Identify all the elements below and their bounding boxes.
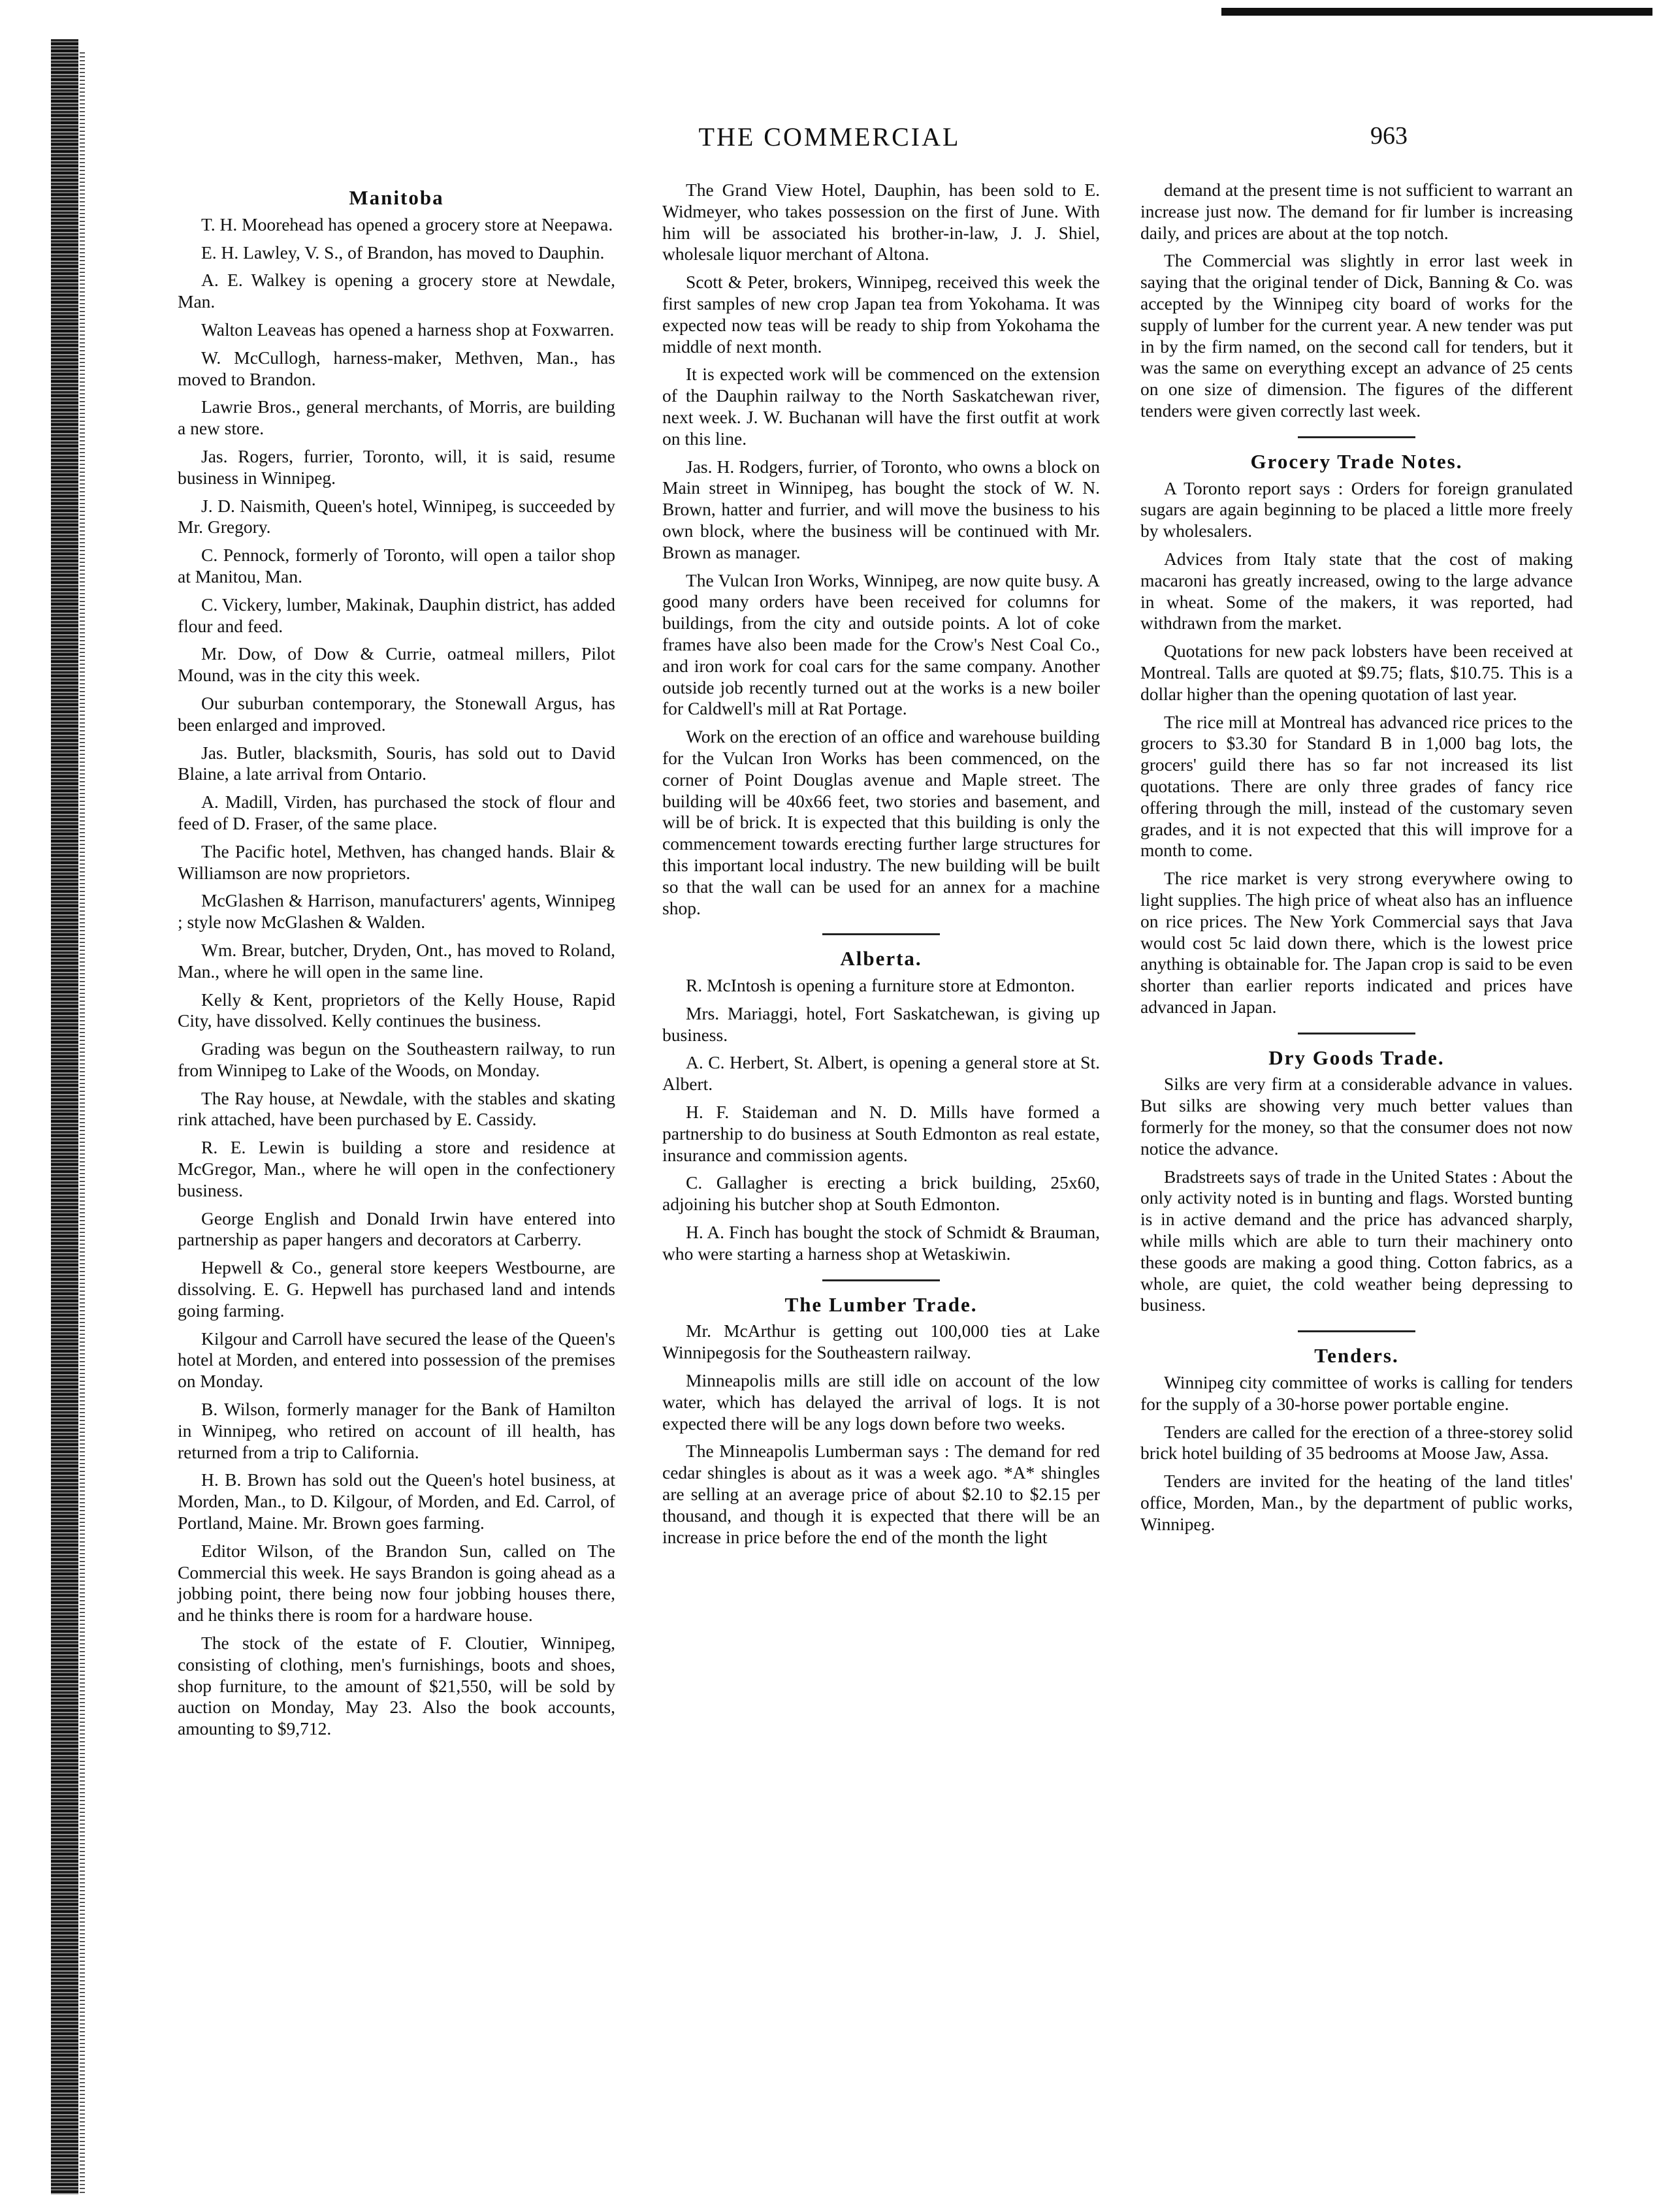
article-paragraph: Grading was begun on the Southeastern railway, to run from Winnipeg to Lake of the Woods, on Monday. [178,1038,615,1080]
article-paragraph: A. C. Herbert, St. Albert, is opening a general store at St. Albert. [662,1052,1100,1095]
article-paragraph: Minneapolis mills are still idle on account of the low water, which has delayed the arrival of logs. It is not expected there will be any logs down before two weeks. [662,1370,1100,1434]
section-heading-tenders: Tenders. [1314,1344,1399,1368]
manitoba-continued-paragraphs [662,180,1100,919]
section-heading-grocery: Grocery Trade Notes. [1250,449,1463,473]
article-paragraph: A. E. Walkey is opening a grocery store at Newdale, Man. [178,270,615,312]
article-paragraph: Quotations for new pack lobsters have been received at Montreal. Talls are quoted at $9.75; flats, $10.75. This is a dollar higher than the opening quotation of last year. [1140,641,1573,704]
article-paragraph: Jas. H. Rodgers, furrier, of Toronto, who owns a block on Main street in Winnipeg, has bought the stock of W. N. Brown, hatter and furrier, and will move the business to his own block, where the business will be continued with Mr. Brown as manager. [662,456,1100,562]
article-paragraph: Kilgour and Carroll have secured the lease of the Queen's hotel at Morden, and entered into possession of the premises on Monday. [178,1328,615,1392]
article-paragraph: Lawrie Bros., general merchants, of Morris, are building a new store. [178,396,615,439]
drygoods-paragraphs [1140,1074,1573,1316]
article-paragraph: T. H. Moorehead has opened a grocery store at Neepawa. [201,214,613,234]
article-paragraph: R. E. Lewin is building a store and residence at McGregor, Man., where he will open in the confectionery business. [178,1137,615,1200]
article-paragraph: The rice mill at Montreal has advanced rice prices to the grocers to $3.30 for Standard B in 1,000 bag lots, the grocers' guild there has so far not increased its list quotations. There are only three grades of fancy rice offering through the mill, instead of the customary seven grades, and it is not expected that this will improve for a month to come. [1140,711,1573,861]
page-header [0,121,1659,161]
article-paragraph: A Toronto report says : Orders for foreign granulated sugars are again beginning to be placed a little more freely by wholesalers. [1140,477,1573,541]
article-paragraph: The Minneapolis Lumberman says : The demand for red cedar shingles is about as it was a week ago. *A* shingles are selling at an average price of about $2.10 to $2.15 per thousand, and though it is expected that there will be an increase in price before the end of the month the light [662,1441,1100,1547]
column-3 [1140,180,1573,1542]
article-paragraph: Editor Wilson, of the Brandon Sun, called on The Commercial this week. He says Brandon is going ahead as a jobbing point, there being now four jobbing houses there, and he thinks there is room for a hardware house. [178,1540,615,1626]
column-2 [662,180,1100,1554]
lumber-paragraphs [662,1321,1100,1548]
article-paragraph: C. Gallagher is erecting a brick building, 25x60, adjoining his butcher shop at South Edmonton. [662,1172,1100,1215]
section-divider [822,933,940,935]
article-paragraph: A. Madill, Virden, has purchased the stock of flour and feed of D. Fraser, of the same place. [178,792,615,833]
section-heading-lumber: The Lumber Trade. [784,1292,978,1316]
article-paragraph: McGlashen & Harrison, manufacturers' agents, Winnipeg ; style now McGlashen & Walden. [178,890,615,933]
article-paragraph: Bradstreets says of trade in the United States : About the only activity noted is in bunting and flags. Worsted bunting is in active demand and the price has advanced sharply, while mills which are able to turn their machinery onto these goods are making a good thing. Cotton fabrics, as a whole, are quiet, the cold weather being depressing to business. [1140,1166,1573,1315]
article-paragraph: Mr. McArthur is getting out 100,000 ties at Lake Winnipegosis for the Southeastern railway. [662,1321,1100,1363]
section-heading-drygoods: Dry Goods Trade. [1268,1046,1445,1069]
section-divider [1298,436,1415,438]
article-paragraph: Walton Leaveas has opened a harness shop at Foxwarren. [201,319,615,340]
article-paragraph: Silks are very firm at a considerable advance in values. But silks are showing very much better values than formerly for the money, so that the consumer does not now notice the advance. [1140,1074,1573,1159]
article-paragraph: The Ray house, at Newdale, with the stables and skating rink attached, have been purchased by E. Cassidy. [178,1087,615,1130]
article-paragraph: Tenders are called for the erection of a three-storey solid brick hotel building of 35 bedrooms at Moose Jaw, Assa. [1140,1421,1573,1464]
grocery-paragraphs [1140,478,1573,1018]
article-paragraph: H. B. Brown has sold out the Queen's hotel business, at Morden, Man., to D. Kilgour, of Morden, and Ed. Carrol, of Portland, Maine. Mr. Brown goes farming. [178,1469,615,1533]
page-number: 963 [1370,122,1408,150]
article-paragraph: The Commercial was slightly in error last week in saying that the original tender of Dick, Banning & Co. was accepted by the Winnipeg city board of works for the supply of lumber for the current year. A new tender was put in by the firm named, on the second call for tenders, but it was the same on everything except an advance of 25 cents on one size of dimension. The figures of the different tenders were given correctly last week. [1140,250,1573,421]
section-heading-alberta: Alberta. [840,947,922,970]
top-rule [1221,8,1652,16]
column-1 [178,180,615,1746]
article-paragraph: Work on the erection of an office and warehouse building for the Vulcan Iron Works has been commenced, on the corner of Point Douglas avenue and Maple street. The building will be 40x66 feet, two stories and basement, and will be of brick. It is expected that this building is only the commencement towards erecting further large structures for this important local industry. The new building will be built so that the wall can be used for an annex for a machine shop. [662,726,1100,918]
article-paragraph: Mr. Dow, of Dow & Currie, oatmeal millers, Pilot Mound, was in the city this week. [178,643,615,686]
article-paragraph: The stock of the estate of F. Cloutier, Winnipeg, consisting of clothing, men's furnishings, boots and shoes, shop furniture, to the amount of $21,550, will be sold by auction on Monday, May 23. Also the book accounts, amounting to $9,712. [178,1633,615,1739]
article-paragraph: Hepwell & Co., general store keepers Westbourne, are dissolving. E. G. Hepwell has purchased land and intends going farming. [178,1257,615,1321]
article-paragraph: W. McCullogh, harness-maker, Methven, Man., has moved to Brandon. [178,347,615,389]
article-paragraph: R. McIntosh is opening a furniture store at Edmonton. [686,975,1075,996]
article-paragraph: It is expected work will be commenced on the extension of the Dauphin railway to the North Saskatchewan river, next week. J. W. Buchanan will have the first outfit at work on this line. [662,364,1100,449]
article-paragraph: E. H. Lawley, V. S., of Brandon, has moved to Dauphin. [201,242,605,263]
section-divider [1298,1330,1415,1332]
article-paragraph: Wm. Brear, butcher, Dryden, Ont., has moved to Roland, Man., where he will open in the same line. [178,939,615,982]
page-binding-edge [51,39,78,2194]
article-paragraph: The Pacific hotel, Methven, has changed hands. Blair & Williamson are now proprietors. [178,841,615,883]
article-paragraph: Mrs. Mariaggi, hotel, Fort Saskatchewan, is giving up business. [662,1002,1100,1045]
article-paragraph: C. Vickery, lumber, Makinak, Dauphin district, has added flour and feed. [178,594,615,636]
article-paragraph: B. Wilson, formerly manager for the Bank of Hamilton in Winnipeg, who retired on account of ill health, has returned from a trip to California. [178,1399,615,1462]
article-paragraph: J. D. Naismith, Queen's hotel, Winnipeg, is succeeded by Mr. Gregory. [178,495,615,537]
section-divider [822,1279,940,1281]
lumber-continued-paragraphs [1140,180,1573,422]
article-paragraph: H. A. Finch has bought the stock of Schmidt & Brauman, who were starting a harness shop at Wetaskiwin. [662,1222,1100,1264]
article-paragraph: Jas. Butler, blacksmith, Souris, has sold out to David Blaine, a late arrival from Ontario. [178,742,615,784]
article-paragraph: George English and Donald Irwin have entered into partnership as paper hangers and decorators at Carberry. [178,1208,615,1250]
article-paragraph: Advices from Italy state that the cost of making macaroni has greatly increased, owing to the large advance in wheat. Some of the makers, it was reported, had withdrawn from the market. [1140,548,1573,633]
page-binding-perforation [80,52,85,2194]
article-paragraph: Our suburban contemporary, the Stonewall Argus, has been enlarged and improved. [178,692,615,735]
article-paragraph: The Grand View Hotel, Dauphin, has been sold to E. Widmeyer, who takes possession on the first of June. With him will be associated his brother-in-law, J. J. Shiel, wholesale liquor merchant of Altona. [662,180,1100,264]
article-paragraph: Kelly & Kent, proprietors of the Kelly House, Rapid City, have dissolved. Kelly continues the business. [178,989,615,1031]
article-paragraph: C. Pennock, formerly of Toronto, will open a tailor shop at Manitou, Man. [178,545,615,586]
tenders-paragraphs [1140,1372,1573,1535]
article-paragraph: demand at the present time is not sufficient to warrant an increase just now. The demand for fir lumber is increasing daily, and prices are about at the top notch. [1140,180,1573,243]
article-paragraph: H. F. Staideman and N. D. Mills have formed a partnership to do business at South Edmonton as real estate, insurance and commission agents. [662,1102,1100,1165]
article-paragraph: Jas. Rogers, furrier, Toronto, will, it is said, resume business in Winnipeg. [178,445,615,488]
article-paragraph: The Vulcan Iron Works, Winnipeg, are now quite busy. A good many orders have been received for columns for buildings, from the city and outside points. A lot of coke frames have also been made for the Crow's Nest Coal Co., and iron work for coal cars for the same company. Another outside job recently turned out at the works is a new boiler for Caldwell's mill at Rat Portage. [662,569,1100,719]
masthead: THE COMMERCIAL [698,122,961,152]
alberta-paragraphs [662,975,1100,1265]
section-divider [1298,1033,1415,1034]
article-paragraph: Scott & Peter, brokers, Winnipeg, received this week the first samples of new crop Japan tea from Yokohama. It was expected now teas will be ready to ship from Yokohama the middle of next month. [662,272,1100,357]
article-paragraph: Winnipeg city committee of works is calling for tenders for the supply of a 30-horse power portable engine. [1140,1372,1573,1414]
article-paragraph: The rice market is very strong everywhere owing to light supplies. The high price of wheat also has an influence on rice prices. The New York Commercial says that Java would cost 5c laid down there, which is the lowest price anything is obtainable for. The Japan crop is said to be even shorter than earlier reports indicated and prices have advanced in Japan. [1140,868,1573,1017]
manitoba-paragraphs [178,214,615,1740]
section-heading-manitoba: Manitoba [349,186,444,209]
article-paragraph: Tenders are invited for the heating of the land titles' office, Morden, Man., by the department of public works, Winnipeg. [1140,1471,1573,1534]
